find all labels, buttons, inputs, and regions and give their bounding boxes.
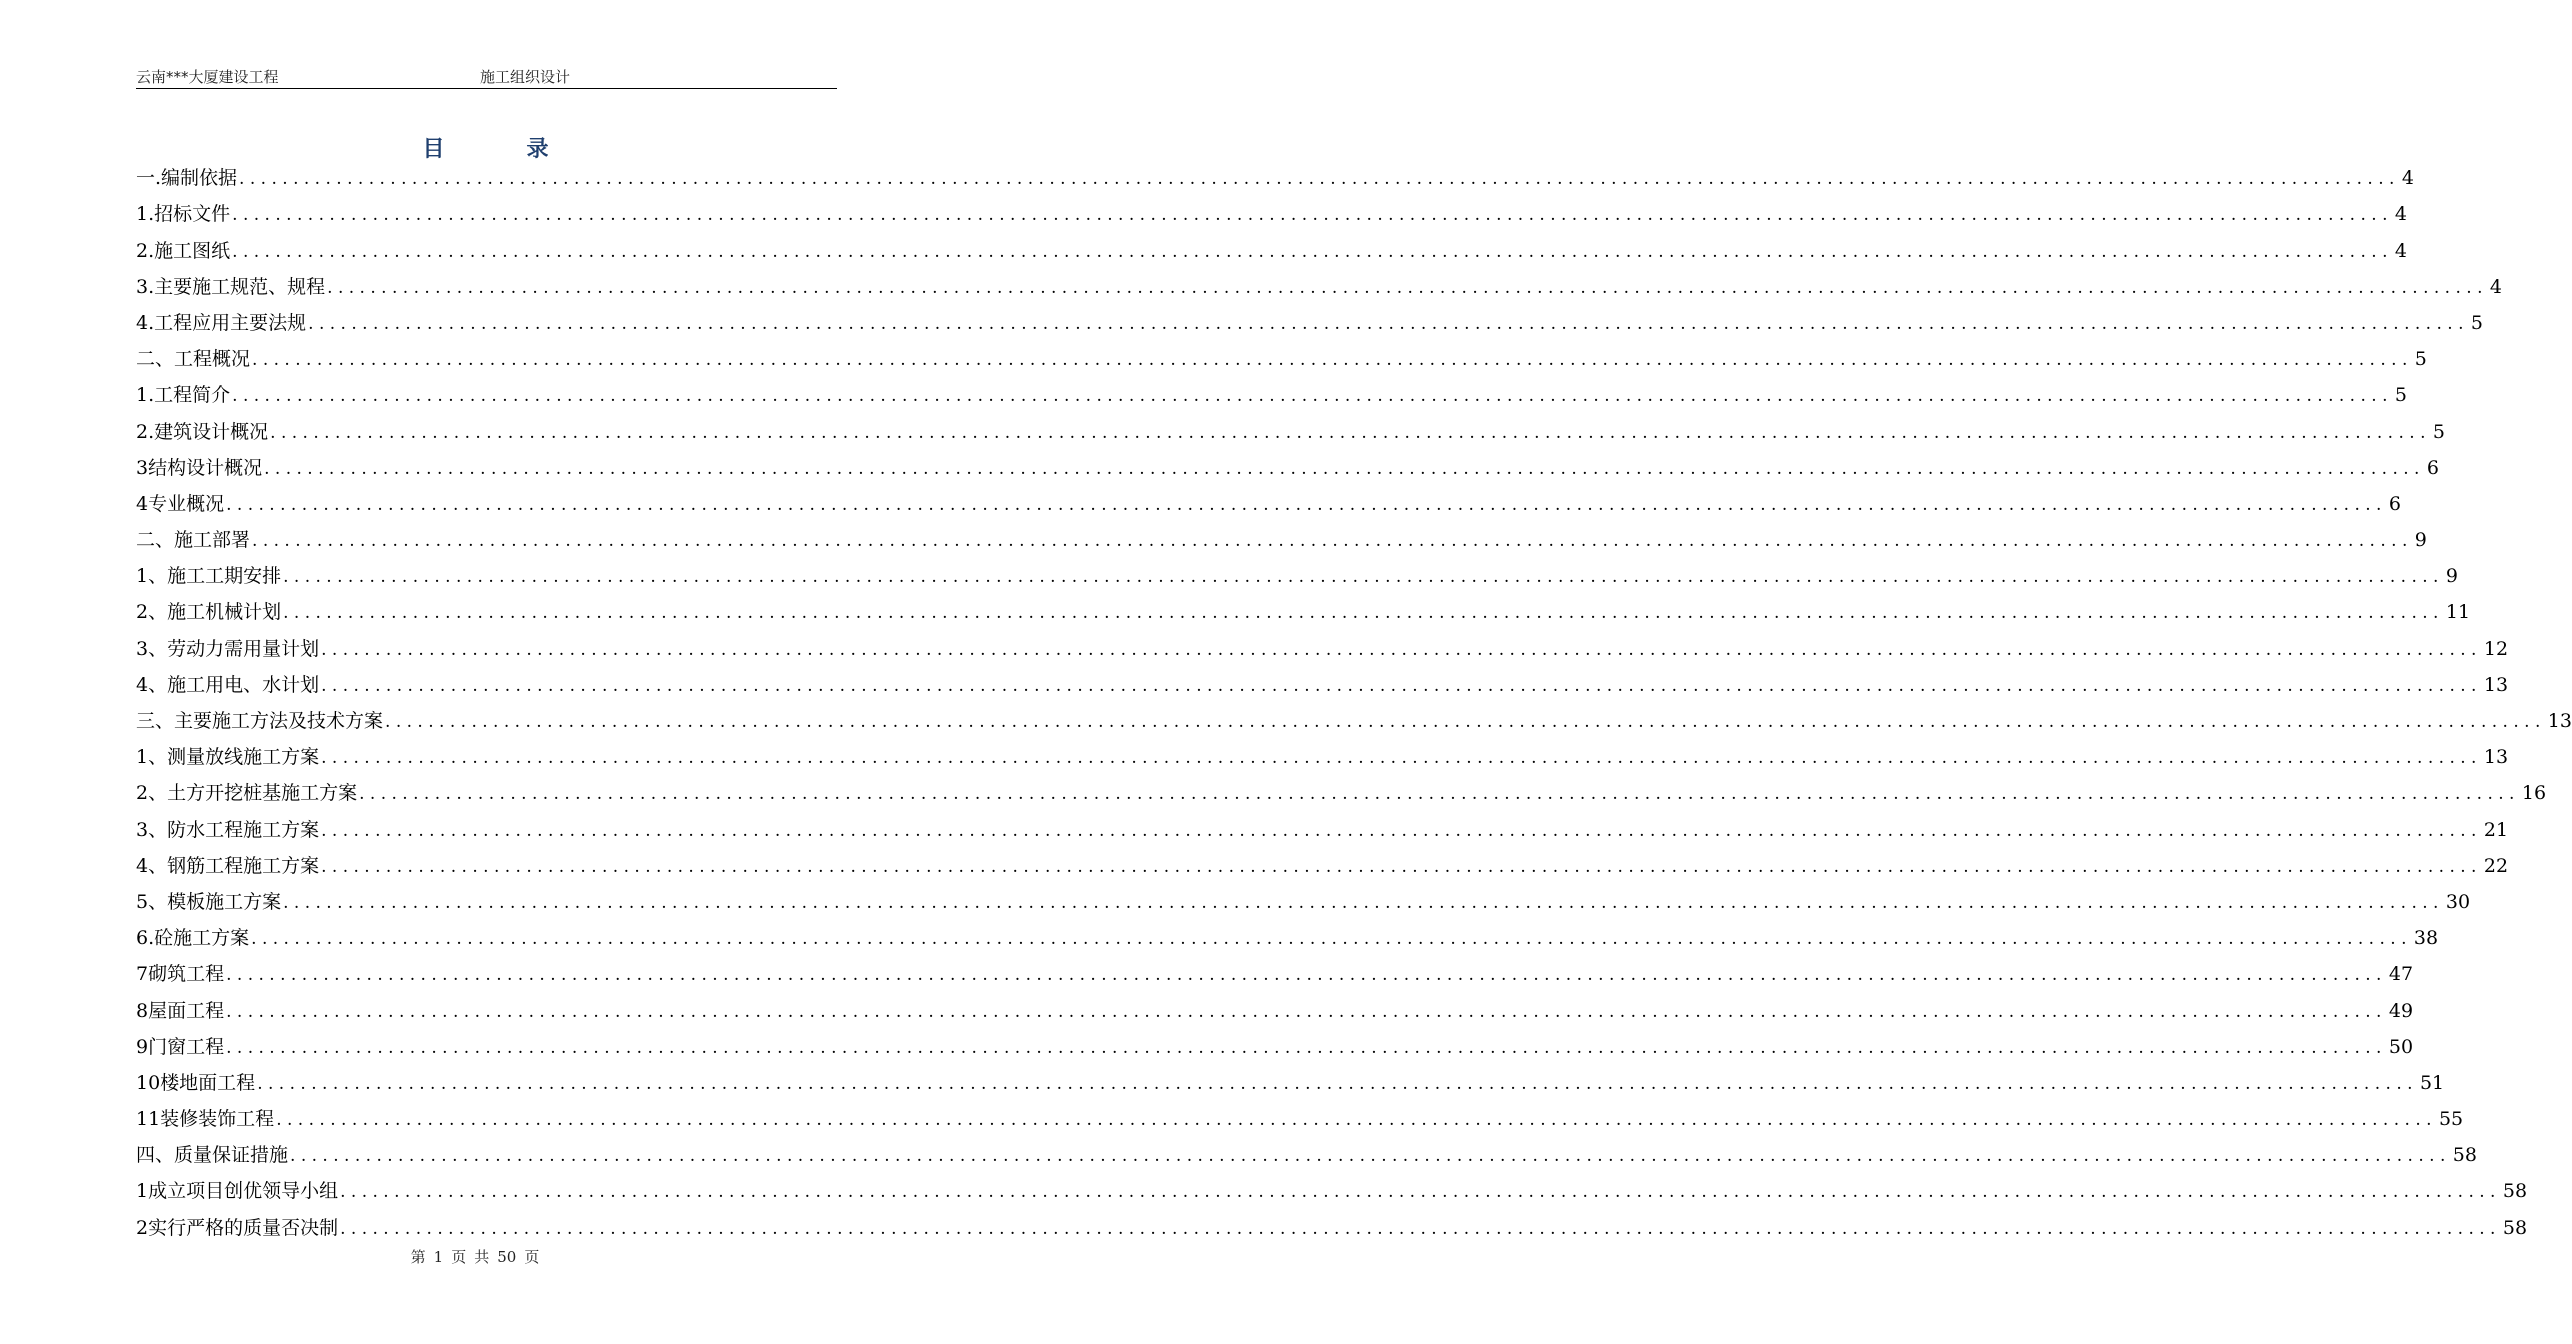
toc-entry-page: 30 xyxy=(2445,890,2471,913)
toc-entry-label: 11装修装饰工程 xyxy=(136,1108,275,1131)
toc-entry-page: 49 xyxy=(2388,999,2414,1022)
toc-leader-dots: ........................................................................................................................................................................................................ xyxy=(385,712,2546,732)
footer-total-pages: 50 xyxy=(497,1248,517,1266)
toc-entry[interactable] xyxy=(136,954,2414,990)
toc-leader-dots: ........................................................................................................................................................................................................ xyxy=(283,567,2444,588)
toc-entry-page: 50 xyxy=(2388,1035,2414,1058)
toc-leader-dots: ........................................................................................................................................................................................................ xyxy=(321,820,2482,841)
toc-entry-page: 5 xyxy=(2470,311,2483,334)
footer-suffix: 页 xyxy=(524,1248,540,1266)
toc-entry[interactable] xyxy=(136,520,2427,556)
toc-entry-page: 11 xyxy=(2445,601,2471,624)
toc-entry-page: 55 xyxy=(2438,1108,2464,1131)
toc-leader-dots: ........................................................................................................................................................................................................ xyxy=(226,1001,2387,1022)
toc-entry[interactable] xyxy=(136,1027,2414,1063)
toc-leader-dots: ........................................................................................................................................................................................................ xyxy=(321,748,2482,769)
toc-entry-label: 4专业概况 xyxy=(136,492,225,515)
toc-leader-dots: ........................................................................................................................................................................................................ xyxy=(226,1037,2387,1058)
toc-entry-label: 2.建筑设计概况 xyxy=(136,420,269,443)
toc-entry-page: 58 xyxy=(2502,1180,2528,1203)
toc-entry-label: 3.主要施工规范、规程 xyxy=(136,275,326,298)
footer-mid1: 页 xyxy=(451,1248,467,1266)
toc-entry-label: 10楼地面工程 xyxy=(136,1071,256,1094)
toc-entry[interactable] xyxy=(136,809,2509,845)
toc-entry-page: 58 xyxy=(2502,1216,2528,1239)
toc-entry-page: 16 xyxy=(2521,782,2547,805)
toc-entry-page: 13 xyxy=(2483,746,2509,769)
toc-entry-page: 21 xyxy=(2483,818,2509,841)
toc-entry-label: 二、施工部署 xyxy=(136,529,251,552)
footer-mid2: 共 xyxy=(474,1248,490,1266)
toc-leader-dots: ........................................................................................................................................................................................................ xyxy=(257,1073,2418,1094)
toc-entry-label: 1、施工工期安排 xyxy=(136,565,282,588)
toc-entry[interactable] xyxy=(136,411,2445,447)
header-doc-title: 施工组织设计 xyxy=(480,68,571,86)
toc-entry-label: 3、劳动力需用量计划 xyxy=(136,637,320,660)
toc-entry-page: 6 xyxy=(2388,492,2401,515)
toc-leader-dots: ........................................................................................................................................................................................................ xyxy=(226,965,2387,986)
toc-entry-page: 9 xyxy=(2445,565,2458,588)
toc-entry-page: 13 xyxy=(2483,673,2509,696)
toc-leader-dots: ........................................................................................................................................................................................................ xyxy=(251,929,2412,950)
toc-entry[interactable] xyxy=(136,303,2483,339)
table-of-contents xyxy=(136,158,2572,1244)
toc-entry[interactable] xyxy=(136,230,2407,266)
toc-entry-page: 4 xyxy=(2401,167,2414,190)
toc-entry-label: 8屋面工程 xyxy=(136,999,225,1022)
toc-leader-dots: ........................................................................................................................................................................................................ xyxy=(232,205,2393,226)
toc-entry-label: 5、模板施工方案 xyxy=(136,890,282,913)
toc-entry[interactable] xyxy=(136,628,2509,664)
toc-leader-dots: ........................................................................................................................................................................................................ xyxy=(308,313,2469,334)
toc-leader-dots: ........................................................................................................................................................................................................ xyxy=(321,639,2482,660)
toc-entry[interactable] xyxy=(136,846,2509,882)
toc-leader-dots: ........................................................................................................................................................................................................ xyxy=(252,350,2413,371)
toc-leader-dots: ........................................................................................................................................................................................................ xyxy=(340,1182,2501,1203)
toc-leader-dots: ........................................................................................................................................................................................................ xyxy=(327,277,2488,298)
toc-entry[interactable] xyxy=(136,1135,2477,1171)
toc-entry[interactable] xyxy=(136,773,2547,809)
toc-entry[interactable] xyxy=(136,1099,2464,1135)
toc-entry-label: 3结构设计概况 xyxy=(136,456,263,479)
toc-entry[interactable] xyxy=(136,484,2401,520)
toc-entry[interactable] xyxy=(136,1207,2528,1243)
toc-entry[interactable] xyxy=(136,882,2471,918)
toc-leader-dots: ........................................................................................................................................................................................................ xyxy=(283,892,2444,913)
toc-entry[interactable] xyxy=(136,375,2407,411)
toc-entry-label: 2实行严格的质量否决制 xyxy=(136,1216,339,1239)
toc-entry-page: 22 xyxy=(2483,854,2509,877)
toc-entry-label: 6.砼施工方案 xyxy=(136,927,250,950)
toc-leader-dots: ........................................................................................................................................................................................................ xyxy=(232,241,2393,262)
toc-entry-page: 5 xyxy=(2394,384,2407,407)
toc-entry[interactable] xyxy=(136,339,2427,375)
toc-entry-page: 5 xyxy=(2414,348,2427,371)
toc-leader-dots: ........................................................................................................................................................................................................ xyxy=(270,422,2431,443)
toc-entry[interactable] xyxy=(136,990,2414,1026)
toc-entry[interactable] xyxy=(136,701,2572,737)
toc-entry[interactable] xyxy=(136,1171,2528,1207)
toc-entry[interactable] xyxy=(136,194,2407,230)
toc-entry-label: 1.工程简介 xyxy=(136,384,231,407)
toc-entry[interactable] xyxy=(136,665,2509,701)
toc-entry-label: 1、测量放线施工方案 xyxy=(136,746,320,769)
toc-title-part1: 目 xyxy=(422,136,447,162)
toc-leader-dots: ........................................................................................................................................................................................................ xyxy=(359,784,2520,805)
toc-entry-label: 3、防水工程施工方案 xyxy=(136,818,320,841)
page-footer xyxy=(0,1246,950,1267)
toc-entry-page: 4 xyxy=(2489,275,2502,298)
toc-entry-label: 二、工程概况 xyxy=(136,348,251,371)
toc-leader-dots: ........................................................................................................................................................................................................ xyxy=(226,494,2387,515)
toc-entry[interactable] xyxy=(136,158,2414,194)
footer-current-page: 1 xyxy=(433,1248,444,1266)
toc-entry-page: 13 xyxy=(2547,710,2572,732)
toc-entry-page: 4 xyxy=(2394,239,2407,262)
toc-entry[interactable] xyxy=(136,1063,2445,1099)
toc-entry-page: 6 xyxy=(2426,456,2439,479)
toc-leader-dots: ........................................................................................................................................................................................................ xyxy=(232,386,2393,407)
toc-entry[interactable] xyxy=(136,448,2439,484)
toc-entry-label: 9门窗工程 xyxy=(136,1035,225,1058)
toc-entry-page: 12 xyxy=(2483,637,2509,660)
toc-entry-page: 9 xyxy=(2414,529,2427,552)
toc-entry-page: 58 xyxy=(2452,1144,2477,1167)
toc-leader-dots: ........................................................................................................................................................................................................ xyxy=(283,603,2444,624)
toc-leader-dots: ........................................................................................................................................................................................................ xyxy=(340,1218,2501,1239)
toc-entry-label: 4、钢筋工程施工方案 xyxy=(136,854,320,877)
toc-entry[interactable] xyxy=(136,267,2502,303)
toc-entry-label: 三、主要施工方法及技术方案 xyxy=(136,710,384,732)
toc-entry-page: 38 xyxy=(2413,927,2439,950)
toc-leader-dots: ........................................................................................................................................................................................................ xyxy=(264,458,2425,479)
toc-entry-label: 7砌筑工程 xyxy=(136,963,225,986)
page-header xyxy=(136,64,837,89)
toc-entry-label: 1成立项目创优领导小组 xyxy=(136,1180,339,1203)
toc-leader-dots: ........................................................................................................................................................................................................ xyxy=(321,675,2482,696)
toc-entry-page: 4 xyxy=(2394,203,2407,226)
toc-entry-page: 51 xyxy=(2419,1071,2445,1094)
toc-leader-dots: ........................................................................................................................................................................................................ xyxy=(239,169,2400,190)
toc-entry[interactable] xyxy=(136,592,2471,628)
header-project-name: 云南***大厦建设工程 xyxy=(136,68,279,86)
toc-title-part2: 录 xyxy=(526,136,551,162)
toc-entry-label: 一.编制依据 xyxy=(136,167,238,190)
toc-leader-dots: ........................................................................................................................................................................................................ xyxy=(252,531,2413,552)
toc-leader-dots: ........................................................................................................................................................................................................ xyxy=(290,1146,2451,1167)
toc-entry-label: 2、土方开挖桩基施工方案 xyxy=(136,782,358,805)
toc-entry-label: 2、施工机械计划 xyxy=(136,601,282,624)
toc-entry-label: 4、施工用电、水计划 xyxy=(136,673,320,696)
toc-entry-label: 1.招标文件 xyxy=(136,203,231,226)
toc-leader-dots: ........................................................................................................................................................................................................ xyxy=(276,1110,2437,1131)
toc-entry-label: 2.施工图纸 xyxy=(136,239,231,262)
toc-entry[interactable] xyxy=(136,556,2458,592)
footer-prefix: 第 xyxy=(410,1248,426,1266)
toc-entry[interactable] xyxy=(136,737,2509,773)
toc-entry-page: 47 xyxy=(2388,963,2414,986)
toc-entry-label: 四、质量保证措施 xyxy=(136,1144,289,1167)
toc-leader-dots: ........................................................................................................................................................................................................ xyxy=(321,856,2482,877)
toc-entry-page: 5 xyxy=(2432,420,2445,443)
toc-entry-label: 4.工程应用主要法规 xyxy=(136,311,307,334)
toc-entry[interactable] xyxy=(136,918,2439,954)
